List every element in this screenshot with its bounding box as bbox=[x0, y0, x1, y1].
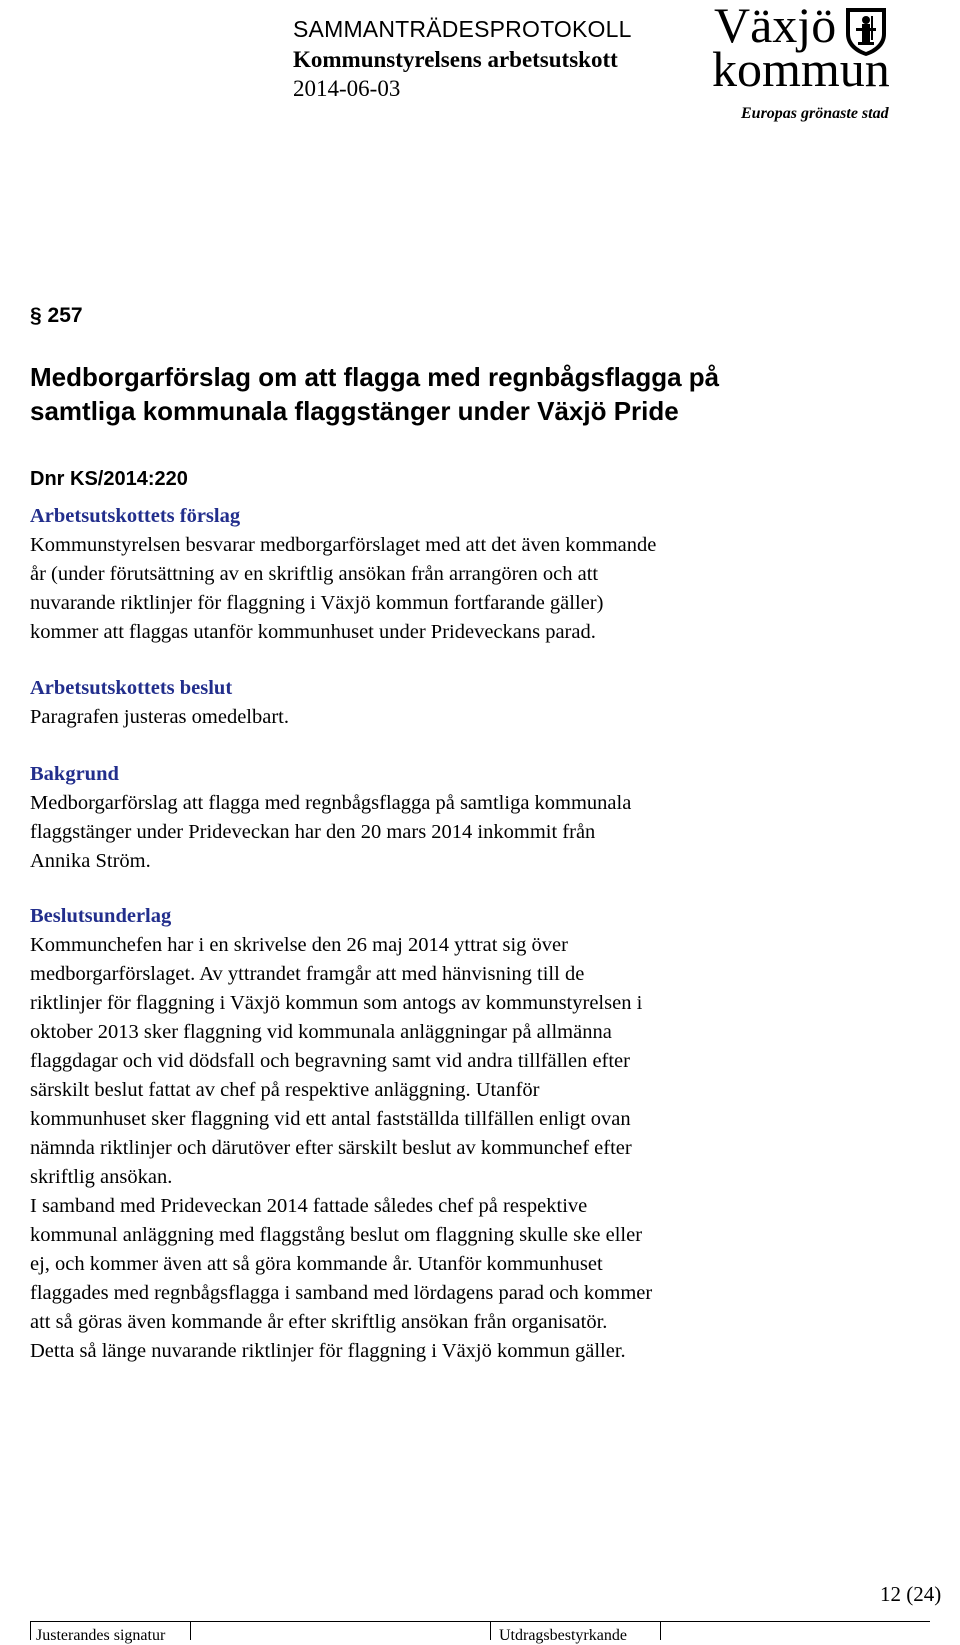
background-text bbox=[30, 789, 930, 876]
protocol-type: SAMMANTRÄDESPROTOKOLL bbox=[293, 16, 632, 42]
footer-divider bbox=[660, 1621, 661, 1640]
text-line: I samband med Prideveckan 2014 fattade således chef på respektive bbox=[30, 1195, 588, 1217]
text-line: riktlinjer för flaggning i Växjö kommun som antogs av kommunstyrelsen i bbox=[30, 992, 643, 1014]
background-section bbox=[30, 760, 930, 876]
text-line: flaggdagar och vid dödsfall och begravning samt vid andra tillfällen efter bbox=[30, 1050, 630, 1072]
text-line: kommunal anläggning med flaggstång beslut om flaggning skulle ske eller bbox=[30, 1224, 643, 1246]
text-line: Detta så länge nuvarande riktlinjer för flaggning i Växjö kommun gäller. bbox=[30, 1340, 626, 1362]
text-line: kommer att flaggas utanför kommunhuset under Prideveckans parad. bbox=[30, 621, 596, 643]
page-title: Medborgarförslag om att flagga med regnbågsflagga på samtliga kommunala flaggstänger under Växjö Pride bbox=[30, 362, 720, 426]
extract-certified-label: Utdragsbestyrkande bbox=[499, 1627, 627, 1644]
proposal-section bbox=[30, 502, 930, 647]
footer-divider bbox=[490, 1621, 491, 1640]
text-line: särskilt beslut fattat av chef på respektive anläggning. Utanför bbox=[30, 1079, 540, 1101]
committee-name: Kommunstyrelsens arbetsutskott bbox=[293, 47, 618, 72]
basis-heading: Beslutsunderlag bbox=[30, 905, 172, 927]
proposal-heading: Arbetsutskottets förslag bbox=[30, 505, 241, 527]
text-line: ej, och kommer även att så göra kommande år. Utanför kommunhuset bbox=[30, 1253, 603, 1275]
text-line: Medborgarförslag att flagga med regnbågsflagga på samtliga kommunala bbox=[30, 792, 632, 814]
text-line: Kommunstyrelsen besvarar medborgarförslaget med att det även kommande bbox=[30, 534, 657, 556]
text-line: nuvarande riktlinjer för flaggning i Växjö kommun fortfarande gäller) bbox=[30, 592, 604, 614]
case-number: Dnr KS/2014:220 bbox=[30, 468, 188, 490]
text-line: Kommunchefen har i en skrivelse den 26 maj 2014 yttrat sig över bbox=[30, 934, 568, 956]
page-number: 12 (24) bbox=[880, 1582, 942, 1606]
text-line: flaggades med regnbågsflagga i samband med lördagens parad och kommer bbox=[30, 1282, 653, 1304]
signature-label: Justerandes signatur bbox=[36, 1627, 166, 1644]
logo-wordmark-line1: Växjö bbox=[714, 0, 837, 53]
text-line: skriftlig ansökan. bbox=[30, 1166, 173, 1188]
municipality-logo bbox=[712, 2, 952, 130]
text-line: nämnda riktlinjer och därutöver efter särskilt beslut av kommunchef efter bbox=[30, 1137, 632, 1159]
text-line: flaggstänger under Prideveckan har den 20 mars 2014 inkommit från bbox=[30, 821, 596, 843]
decision-section bbox=[30, 674, 930, 732]
text-line: år (under förutsättning av en skriftlig ansökan från arrangören och att bbox=[30, 563, 599, 585]
proposal-text bbox=[30, 531, 930, 647]
logo-wordmark-line2: kommun bbox=[712, 41, 890, 97]
decision-text bbox=[30, 703, 930, 732]
footer-divider bbox=[30, 1621, 31, 1640]
text-line: Paragrafen justeras omedelbart. bbox=[30, 706, 289, 728]
decision-heading: Arbetsutskottets beslut bbox=[30, 677, 233, 699]
basis-text bbox=[30, 931, 930, 1366]
footer-rule bbox=[30, 1621, 930, 1622]
footer-divider bbox=[190, 1621, 191, 1640]
background-heading: Bakgrund bbox=[30, 763, 119, 785]
text-line: att så göras även kommande år efter skriftlig ansökan från organisatör. bbox=[30, 1311, 608, 1333]
text-line: medborgarförslaget. Av yttrandet framgår att med hänvisning till de bbox=[30, 963, 585, 985]
paragraph-number: § 257 bbox=[30, 304, 83, 327]
text-line: oktober 2013 sker flaggning vid kommunala anläggningar på allmänna bbox=[30, 1021, 612, 1043]
meeting-date: 2014-06-03 bbox=[293, 76, 401, 101]
logo-tagline: Europas grönaste stad bbox=[741, 105, 889, 122]
text-line: Annika Ström. bbox=[30, 850, 151, 872]
basis-section bbox=[30, 902, 930, 1366]
text-line: kommunhuset sker flaggning vid ett antal fastställda tillfällen enligt ovan bbox=[30, 1108, 631, 1130]
